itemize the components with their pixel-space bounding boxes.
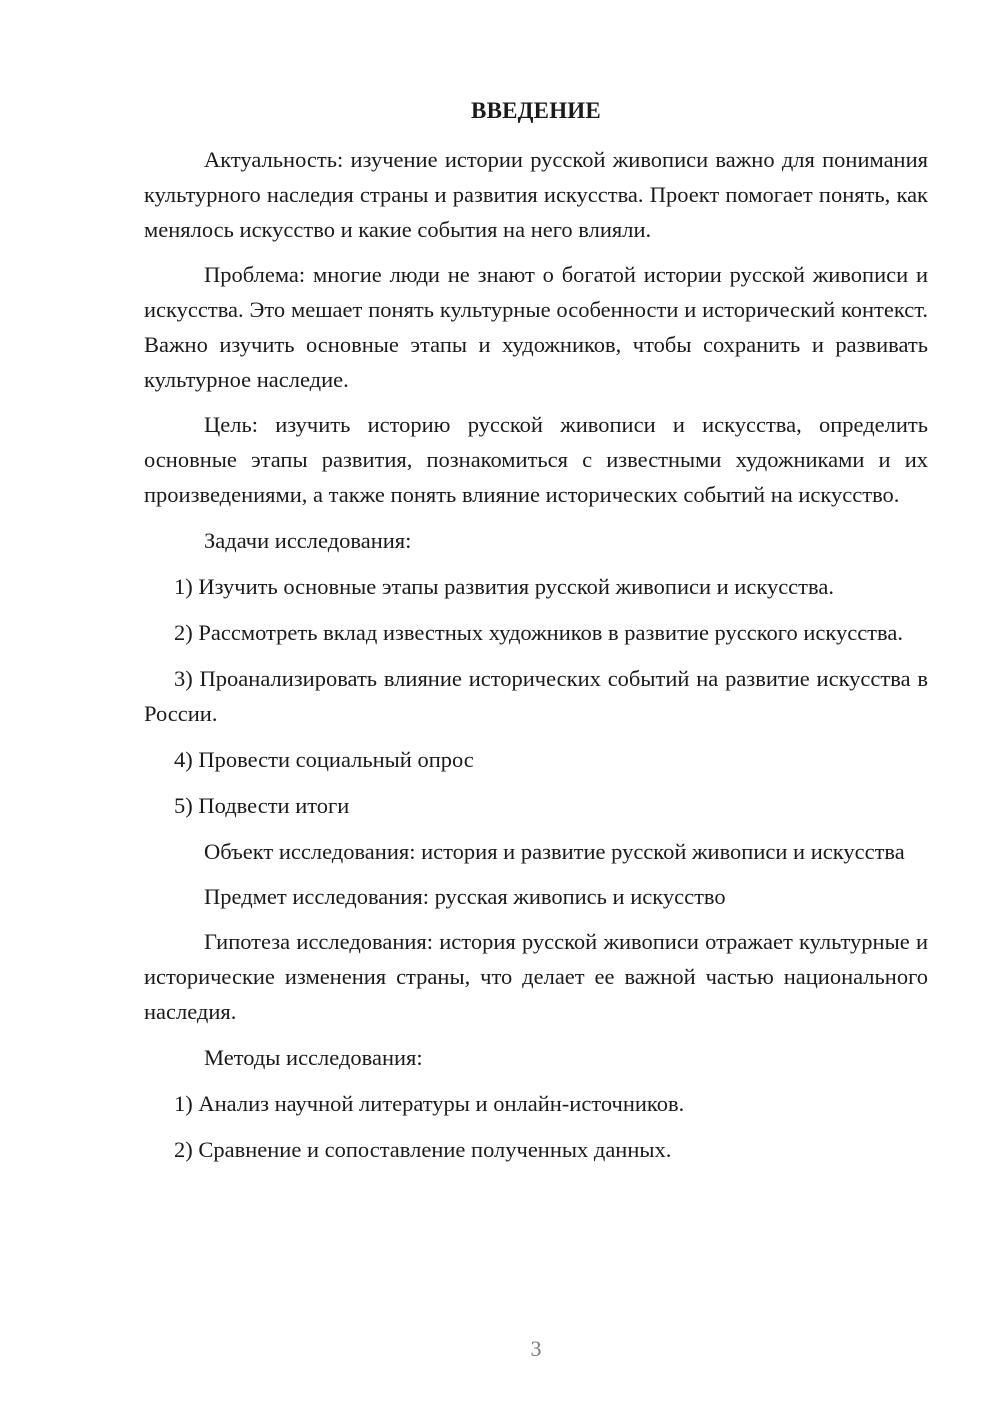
section-heading: ВВЕДЕНИЕ xyxy=(471,98,601,123)
list-item-task-5: 5) Подвести итоги xyxy=(174,793,350,818)
paragraph-goal: Цель: изучить историю русской живописи и искусства, определить основные этапы развития, познакомиться с известными художниками и их произведениями, а также понять влияние исторических событий на искусство. xyxy=(144,412,928,507)
paragraph-methods-heading: Методы исследования: xyxy=(204,1045,423,1070)
list-item-method-1: 1) Анализ научной литературы и онлайн-источников. xyxy=(174,1091,685,1116)
paragraph-relevance: Актуальность: изучение истории русской живописи важно для понимания культурного наследия страны и развития искусства. Проект помогает понять, как менялось искусство и какие события на него влияли. xyxy=(144,147,928,242)
list-item-task-3: 3) Проанализировать влияние исторических событий на развитие искусства в России. xyxy=(144,666,928,726)
page-number: 3 xyxy=(530,1336,542,1361)
list-item-task-1: 1) Изучить основные этапы развития русской живописи и искусства. xyxy=(174,574,834,599)
paragraph-tasks-heading: Задачи исследования: xyxy=(204,528,412,553)
list-item-method-2: 2) Сравнение и сопоставление полученных данных. xyxy=(174,1137,672,1162)
body-text xyxy=(144,142,928,1167)
list-item-task-4: 4) Провести социальный опрос xyxy=(174,747,474,772)
paragraph-subject: Предмет исследования: русская живопись и искусство xyxy=(204,884,726,909)
list-item-task-2: 2) Рассмотреть вклад известных художников в развитие русского искусства. xyxy=(174,620,903,645)
paragraph-hypothesis: Гипотеза исследования: история русской живописи отражает культурные и исторические изменения страны, что делает ее важной частью национального наследия. xyxy=(144,929,928,1024)
paragraph-object: Объект исследования: история и развитие русской живописи и искусства xyxy=(204,839,905,864)
paragraph-problem: Проблема: многие люди не знают о богатой истории русской живописи и искусства. Это мешает понять культурные особенности и исторический контекст. Важно изучить основные этапы и художников, чтобы сохранить и развивать культурное наследие. xyxy=(144,262,928,392)
